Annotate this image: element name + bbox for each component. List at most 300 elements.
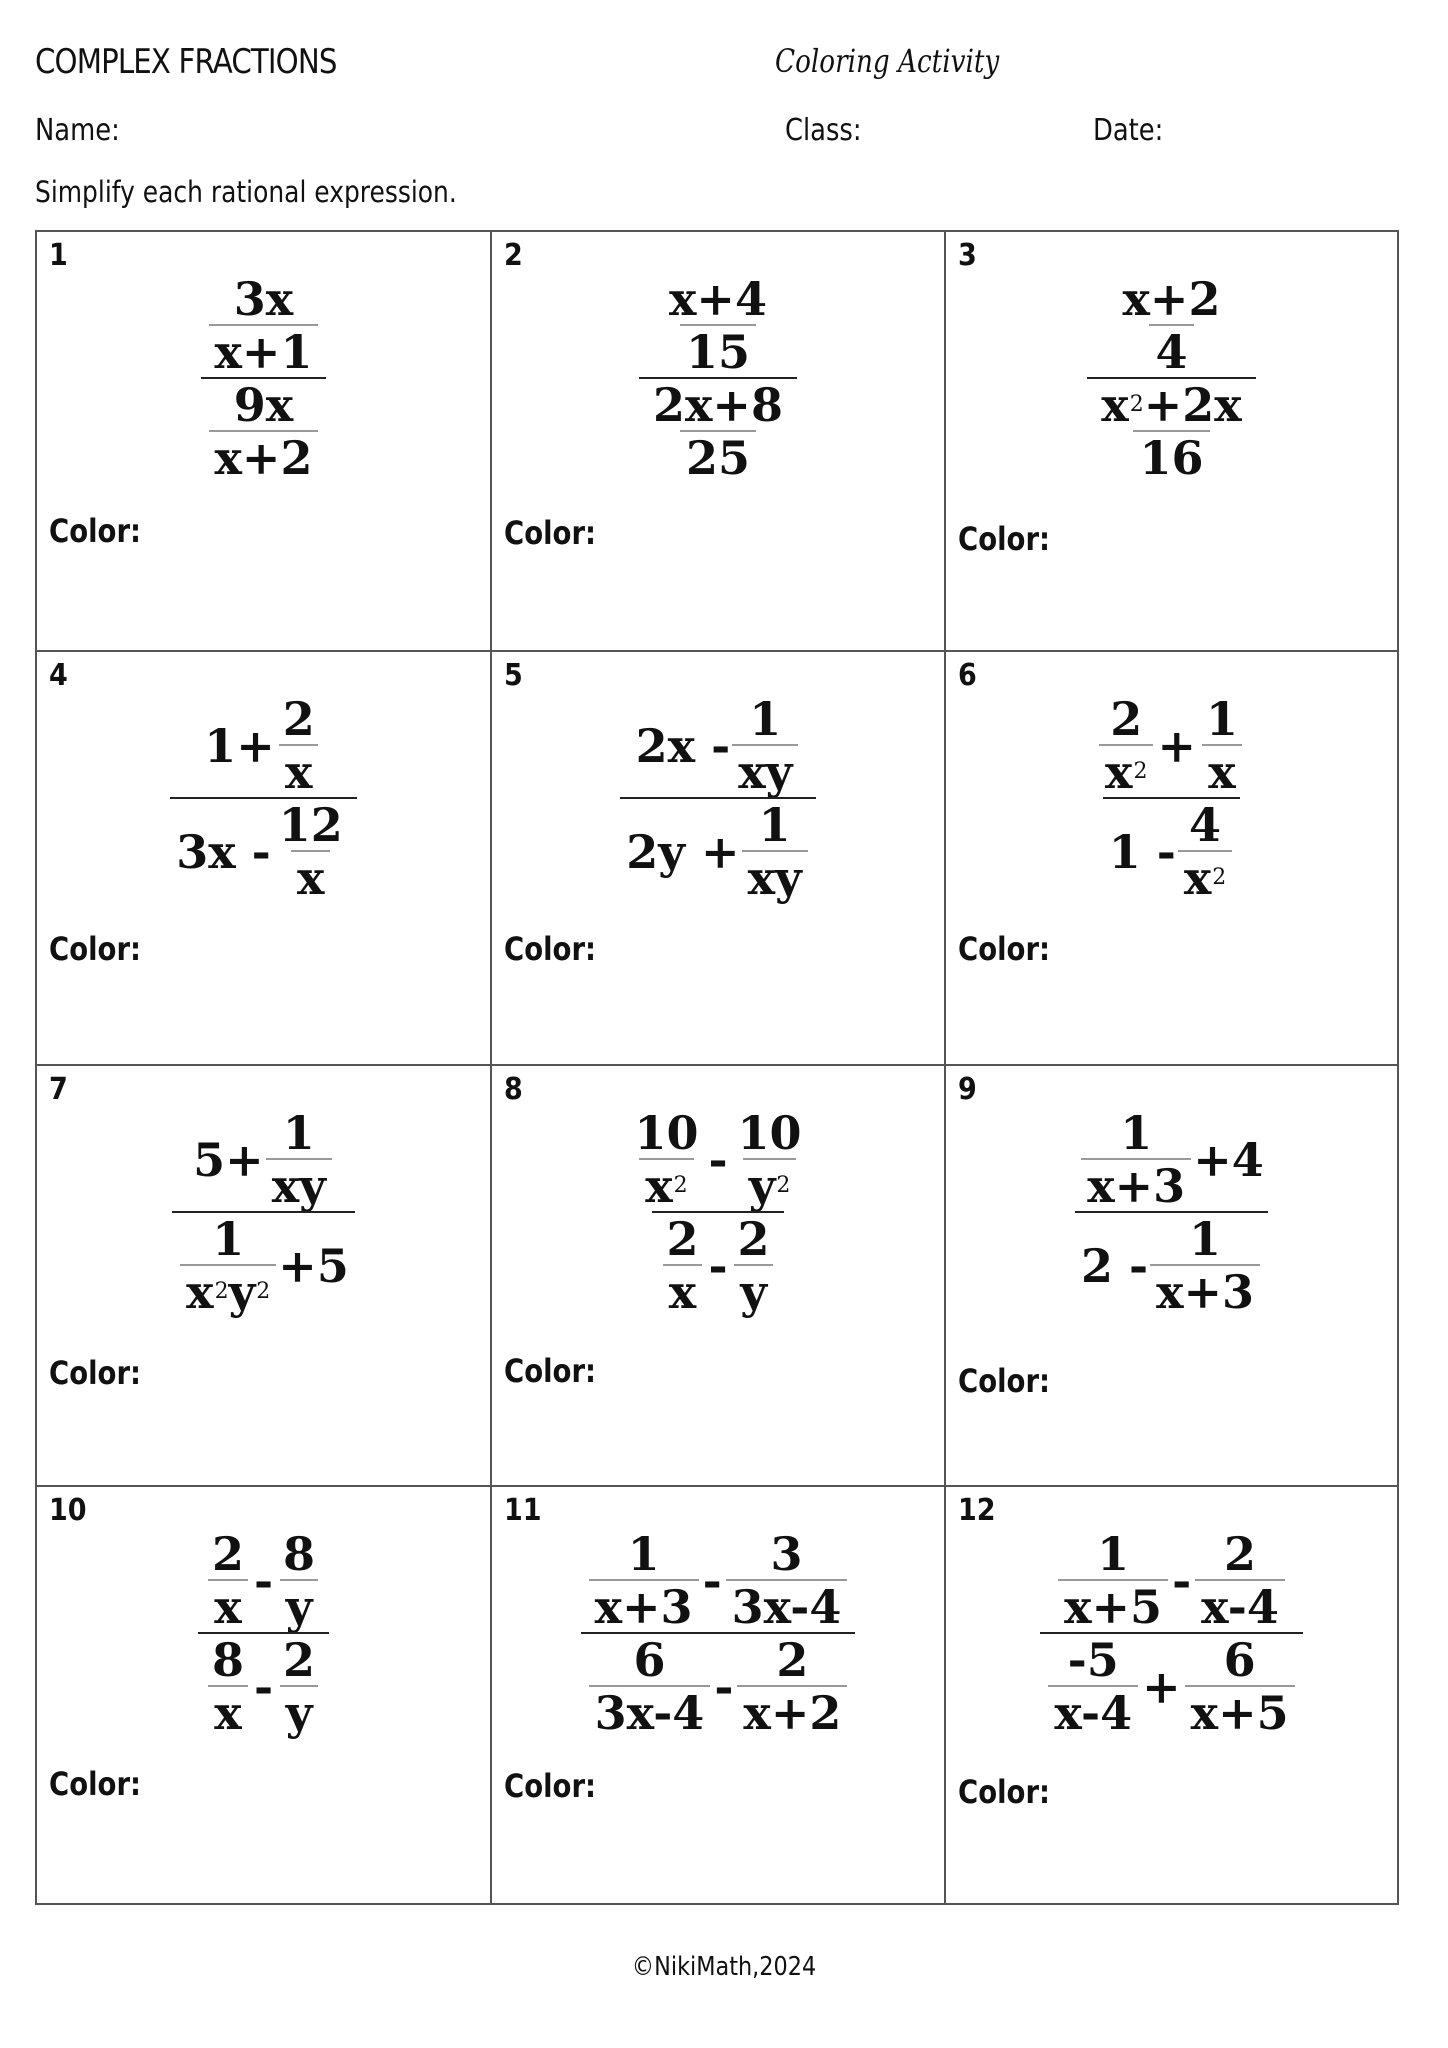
numerator bbox=[1062, 1633, 1125, 1687]
fraction bbox=[732, 692, 798, 799]
math-term: -5 bbox=[1067, 1633, 1119, 1687]
math-term: 1 bbox=[1120, 1106, 1153, 1160]
problem-number: 8 bbox=[504, 1072, 523, 1107]
complex-fraction-expression bbox=[946, 1527, 1397, 1740]
denominator bbox=[620, 797, 815, 905]
numerator bbox=[1050, 1527, 1293, 1634]
math-term: - bbox=[708, 1238, 728, 1293]
denominator bbox=[732, 744, 798, 799]
math-sequence bbox=[626, 798, 809, 905]
math-term: xy bbox=[271, 1159, 326, 1213]
numerator bbox=[765, 1527, 809, 1581]
math-term: x+3 bbox=[594, 1580, 693, 1634]
denominator bbox=[652, 1211, 783, 1319]
fraction bbox=[1048, 1633, 1138, 1740]
math-term: 2 bbox=[1224, 1527, 1257, 1581]
denominator bbox=[1040, 1632, 1302, 1740]
denominator bbox=[208, 1579, 247, 1634]
math-term: x bbox=[186, 1265, 214, 1319]
problem-cell-9 bbox=[946, 1066, 1397, 1487]
math-term: 1+ bbox=[204, 718, 275, 773]
fraction bbox=[273, 798, 349, 905]
math-term: 3 bbox=[770, 1527, 803, 1581]
math-term: 2 bbox=[776, 1633, 809, 1687]
math-term: x bbox=[297, 851, 325, 905]
math-term: 6 bbox=[1223, 1633, 1256, 1687]
main-fraction bbox=[170, 692, 357, 905]
math-sequence bbox=[587, 1633, 850, 1740]
fraction bbox=[660, 1212, 704, 1319]
math-term: 2 bbox=[283, 1633, 316, 1687]
complex-fraction-expression bbox=[946, 1106, 1397, 1319]
color-answer-label[interactable]: Color: bbox=[958, 1773, 1051, 1811]
complex-fraction-expression bbox=[37, 692, 490, 905]
math-term: 3x - bbox=[176, 824, 271, 879]
numerator bbox=[655, 272, 781, 379]
exponent: 2 bbox=[256, 1279, 271, 1304]
denominator bbox=[726, 1579, 848, 1634]
denominator bbox=[1195, 1579, 1285, 1634]
fraction bbox=[1200, 692, 1244, 799]
exponent: 2 bbox=[673, 1173, 688, 1198]
denominator bbox=[180, 1264, 276, 1319]
numerator bbox=[660, 1212, 704, 1266]
denominator bbox=[1058, 1579, 1168, 1634]
denominator bbox=[743, 1158, 797, 1213]
math-term: x bbox=[645, 1159, 673, 1213]
fraction bbox=[209, 272, 319, 379]
math-expression bbox=[637, 272, 799, 485]
math-term: x bbox=[214, 1686, 242, 1740]
numerator bbox=[206, 1527, 250, 1581]
math-term: + bbox=[1142, 1659, 1181, 1714]
denominator bbox=[266, 1158, 332, 1213]
problem-number: 7 bbox=[49, 1072, 68, 1107]
denominator bbox=[589, 1685, 711, 1740]
math-term: x+2 bbox=[1122, 272, 1221, 326]
numerator bbox=[630, 692, 807, 799]
numerator bbox=[1114, 1106, 1158, 1160]
fraction bbox=[206, 1527, 250, 1634]
main-fraction bbox=[1040, 1527, 1302, 1740]
exponent: 2 bbox=[214, 1279, 229, 1304]
math-sequence bbox=[748, 1159, 791, 1213]
exponent: 2 bbox=[776, 1173, 791, 1198]
denominator bbox=[737, 1685, 847, 1740]
math-term: 8 bbox=[211, 1633, 244, 1687]
denominator bbox=[1150, 1264, 1260, 1319]
math-term: - bbox=[708, 1132, 728, 1187]
math-sequence bbox=[645, 1159, 688, 1213]
numerator bbox=[663, 272, 773, 326]
denominator bbox=[1178, 850, 1232, 905]
numerator bbox=[1091, 692, 1252, 799]
math-term: x+4 bbox=[669, 272, 767, 326]
main-fraction bbox=[620, 1106, 815, 1319]
math-term: 1 bbox=[282, 1106, 315, 1160]
main-fraction bbox=[639, 272, 797, 485]
math-term: 25 bbox=[685, 431, 750, 485]
fraction bbox=[1095, 378, 1247, 485]
numerator bbox=[732, 1106, 808, 1160]
math-expression bbox=[1071, 1106, 1272, 1319]
math-term: x+5 bbox=[1064, 1580, 1163, 1634]
math-term: 3x bbox=[233, 272, 294, 326]
fraction bbox=[180, 1212, 276, 1319]
numerator bbox=[206, 1633, 250, 1687]
math-sequence bbox=[176, 798, 351, 905]
main-fraction bbox=[620, 692, 815, 905]
math-term: x-4 bbox=[1201, 1580, 1279, 1634]
math-expression bbox=[1089, 692, 1254, 905]
math-sequence bbox=[1046, 1633, 1296, 1740]
denominator bbox=[680, 324, 756, 379]
math-term: 4 bbox=[1189, 798, 1222, 852]
math-term: x bbox=[285, 745, 313, 799]
color-answer-label[interactable]: Color: bbox=[504, 1352, 597, 1390]
denominator bbox=[209, 324, 319, 379]
class-label: Class: bbox=[785, 113, 862, 148]
math-term: + bbox=[1157, 718, 1196, 773]
math-expression bbox=[196, 1527, 331, 1740]
math-term: x bbox=[668, 1265, 697, 1319]
problem-cell-11 bbox=[492, 1487, 946, 1903]
numerator bbox=[277, 1633, 321, 1687]
fraction bbox=[1081, 1106, 1191, 1213]
color-answer-label[interactable]: Color: bbox=[49, 1765, 142, 1803]
math-term: x+3 bbox=[1087, 1159, 1186, 1213]
problem-cell-12 bbox=[946, 1487, 1397, 1903]
math-term: 2 bbox=[1110, 692, 1143, 746]
fraction bbox=[1185, 1633, 1295, 1740]
math-term: x+5 bbox=[1190, 1686, 1289, 1740]
denominator bbox=[742, 850, 808, 905]
math-term: 2 bbox=[211, 1527, 244, 1581]
worksheet-title: COMPLEX FRACTIONS bbox=[35, 42, 337, 82]
fraction bbox=[1117, 272, 1227, 379]
numerator bbox=[1200, 692, 1244, 746]
denominator bbox=[1103, 797, 1241, 905]
math-expression bbox=[618, 1106, 817, 1319]
denominator bbox=[1185, 1685, 1295, 1740]
denominator bbox=[280, 1685, 319, 1740]
math-term: x bbox=[1208, 745, 1236, 799]
problem-number: 4 bbox=[49, 658, 68, 693]
fraction bbox=[266, 1106, 332, 1213]
math-term: xy bbox=[747, 851, 802, 905]
math-sequence bbox=[1079, 1106, 1264, 1213]
denominator bbox=[279, 744, 318, 799]
math-sequence bbox=[1056, 1527, 1287, 1634]
math-sequence bbox=[178, 1212, 349, 1319]
fraction bbox=[277, 1633, 321, 1740]
numerator bbox=[277, 692, 321, 746]
fraction bbox=[1058, 1527, 1168, 1634]
complex-fraction-expression bbox=[37, 272, 490, 485]
numerator bbox=[1183, 1212, 1227, 1266]
math-sequence bbox=[635, 692, 801, 799]
problem-cell-3 bbox=[946, 232, 1397, 652]
math-term: 2 - bbox=[1080, 1238, 1149, 1293]
math-term: - bbox=[702, 1553, 722, 1608]
complex-fraction-expression bbox=[946, 272, 1397, 485]
main-fraction bbox=[201, 272, 327, 485]
complex-fraction-expression bbox=[492, 1106, 944, 1319]
numerator bbox=[753, 798, 797, 852]
color-answer-label[interactable]: Color: bbox=[49, 512, 142, 550]
math-term: +5 bbox=[278, 1238, 349, 1293]
math-term: 1 bbox=[1205, 692, 1238, 746]
color-answer-label[interactable]: Color: bbox=[504, 514, 597, 552]
numerator bbox=[743, 692, 787, 746]
exponent: 2 bbox=[1212, 865, 1227, 890]
math-term: x bbox=[1101, 378, 1129, 432]
math-term: xy bbox=[738, 745, 793, 799]
denominator bbox=[734, 1264, 773, 1319]
math-term: x bbox=[214, 1580, 242, 1634]
numerator bbox=[206, 1212, 250, 1266]
numerator bbox=[273, 798, 349, 852]
math-term: 5+ bbox=[193, 1132, 264, 1187]
math-term: x-4 bbox=[1054, 1686, 1133, 1740]
numerator bbox=[1109, 272, 1235, 379]
problem-number: 5 bbox=[504, 658, 523, 693]
problem-cell-1 bbox=[37, 232, 492, 652]
main-fraction bbox=[198, 1527, 329, 1740]
math-term: 3x-4 bbox=[594, 1686, 705, 1740]
math-term: y bbox=[748, 1159, 776, 1213]
math-term: 9x bbox=[233, 378, 294, 432]
math-term: +4 bbox=[1193, 1132, 1264, 1187]
numerator bbox=[647, 378, 789, 432]
math-sequence bbox=[204, 1633, 323, 1740]
math-term: 1 bbox=[749, 692, 782, 746]
denominator bbox=[172, 1211, 355, 1319]
numerator bbox=[1218, 1633, 1262, 1687]
numerator bbox=[620, 1106, 815, 1213]
math-term: x+1 bbox=[214, 325, 313, 379]
math-term: 6 bbox=[633, 1633, 666, 1687]
math-term: 3x-4 bbox=[731, 1580, 842, 1634]
math-expression bbox=[168, 692, 359, 905]
math-term: 1 - bbox=[1108, 824, 1176, 879]
denominator bbox=[291, 850, 330, 905]
numerator bbox=[187, 1106, 340, 1213]
math-sequence bbox=[1105, 745, 1148, 799]
denominator bbox=[589, 1579, 699, 1634]
fraction bbox=[589, 1527, 699, 1634]
math-sequence bbox=[186, 1265, 271, 1319]
numerator bbox=[201, 272, 327, 379]
denominator bbox=[639, 377, 797, 485]
math-term: 1 bbox=[1097, 1527, 1130, 1581]
name-label: Name: bbox=[35, 113, 120, 148]
numerator bbox=[770, 1633, 814, 1687]
problem-cell-6 bbox=[946, 652, 1397, 1066]
fraction bbox=[206, 1633, 250, 1740]
problem-number: 3 bbox=[958, 238, 977, 273]
fraction bbox=[663, 272, 773, 379]
math-term: 8 bbox=[283, 1527, 316, 1581]
fraction bbox=[589, 1633, 711, 1740]
numerator bbox=[581, 1527, 856, 1634]
fraction bbox=[647, 378, 789, 485]
math-expression bbox=[1038, 1527, 1304, 1740]
problem-number: 6 bbox=[958, 658, 977, 693]
exponent: 2 bbox=[1133, 759, 1148, 784]
math-sequence bbox=[1183, 851, 1227, 905]
math-term: 2 bbox=[737, 1212, 770, 1266]
math-term: 10 bbox=[737, 1106, 802, 1160]
math-term: 16 bbox=[1139, 431, 1204, 485]
denominator bbox=[209, 430, 319, 485]
numerator bbox=[627, 1633, 671, 1687]
numerator bbox=[1218, 1527, 1262, 1581]
problem-number: 12 bbox=[958, 1493, 996, 1528]
complex-fraction-expression bbox=[946, 692, 1397, 905]
main-fraction bbox=[1091, 692, 1252, 905]
math-term: 2x+8 bbox=[653, 378, 783, 432]
numerator bbox=[228, 378, 299, 432]
denominator bbox=[1048, 1685, 1138, 1740]
denominator bbox=[639, 1158, 693, 1213]
math-term: 2x - bbox=[635, 718, 731, 773]
denominator bbox=[1133, 430, 1209, 485]
math-expression bbox=[1085, 272, 1257, 485]
math-term: 15 bbox=[685, 325, 750, 379]
math-term: x+3 bbox=[1156, 1265, 1255, 1319]
denominator bbox=[1099, 744, 1153, 799]
math-term: x bbox=[1183, 851, 1212, 905]
denominator bbox=[680, 430, 756, 485]
fraction bbox=[742, 798, 808, 905]
math-term: y bbox=[285, 1686, 313, 1740]
color-answer-label[interactable]: Color: bbox=[504, 930, 597, 968]
denominator bbox=[198, 1632, 329, 1740]
main-fraction bbox=[1073, 1106, 1270, 1319]
problem-number: 9 bbox=[958, 1072, 977, 1107]
color-answer-label[interactable]: Color: bbox=[504, 1767, 597, 1805]
math-expression bbox=[579, 1527, 858, 1740]
numerator bbox=[732, 1212, 776, 1266]
numerator bbox=[1104, 692, 1148, 746]
denominator bbox=[1081, 1158, 1191, 1213]
denominator bbox=[1087, 377, 1255, 485]
numerator bbox=[1095, 378, 1247, 432]
math-term: 12 bbox=[278, 798, 343, 852]
math-term: x+2 bbox=[214, 431, 313, 485]
numerator bbox=[1183, 798, 1227, 852]
math-expression bbox=[199, 272, 329, 485]
problem-cell-8 bbox=[492, 1066, 946, 1487]
numerator bbox=[1073, 1106, 1270, 1213]
math-expression bbox=[170, 1106, 357, 1319]
complex-fraction-expression bbox=[492, 692, 944, 905]
problem-number: 1 bbox=[49, 238, 68, 273]
numerator bbox=[277, 1106, 321, 1160]
numerator bbox=[228, 272, 299, 326]
denominator bbox=[280, 1579, 319, 1634]
math-sequence bbox=[626, 1106, 809, 1213]
numerator bbox=[1117, 272, 1227, 326]
fraction bbox=[1195, 1527, 1285, 1634]
problem-number: 2 bbox=[504, 238, 523, 273]
math-term: - bbox=[253, 1659, 274, 1714]
math-term: y bbox=[285, 1580, 313, 1634]
fraction bbox=[726, 1527, 848, 1634]
color-answer-label[interactable]: Color: bbox=[49, 930, 142, 968]
math-term: 2 bbox=[282, 692, 315, 746]
problem-cell-10 bbox=[37, 1487, 492, 1903]
denominator bbox=[1202, 744, 1241, 799]
math-term: 1 bbox=[758, 798, 791, 852]
math-sequence bbox=[204, 692, 323, 799]
math-term: 2 bbox=[666, 1212, 699, 1266]
math-term: x+2 bbox=[743, 1686, 842, 1740]
complex-fraction-expression bbox=[37, 1527, 490, 1740]
fraction bbox=[737, 1633, 847, 1740]
math-term: - bbox=[1172, 1553, 1192, 1608]
main-fraction bbox=[1087, 272, 1255, 485]
math-term: 1 bbox=[627, 1527, 660, 1581]
math-term: - bbox=[714, 1659, 734, 1714]
math-sequence bbox=[1108, 798, 1235, 905]
math-term: - bbox=[253, 1553, 274, 1608]
color-answer-label[interactable]: Color: bbox=[958, 520, 1051, 558]
numerator bbox=[628, 1106, 704, 1160]
main-fraction bbox=[581, 1527, 856, 1740]
fraction bbox=[628, 1106, 704, 1213]
math-term: 10 bbox=[634, 1106, 699, 1160]
problem-cell-5 bbox=[492, 652, 946, 1066]
color-answer-label[interactable]: Color: bbox=[958, 930, 1051, 968]
fraction bbox=[1150, 1212, 1260, 1319]
color-answer-label[interactable]: Color: bbox=[958, 1362, 1051, 1400]
math-sequence bbox=[658, 1212, 777, 1319]
color-answer-label[interactable]: Color: bbox=[49, 1354, 142, 1392]
math-sequence bbox=[587, 1527, 850, 1634]
fraction bbox=[209, 378, 319, 485]
math-sequence bbox=[193, 1106, 334, 1213]
math-term: 1 bbox=[1189, 1212, 1222, 1266]
problem-number: 10 bbox=[49, 1493, 87, 1528]
problem-grid bbox=[35, 230, 1399, 1905]
math-sequence bbox=[1097, 692, 1246, 799]
complex-fraction-expression bbox=[37, 1106, 490, 1319]
problem-number: 11 bbox=[504, 1493, 542, 1528]
denominator bbox=[663, 1264, 702, 1319]
math-term: y bbox=[228, 1265, 256, 1319]
numerator bbox=[622, 1527, 666, 1581]
math-term: 4 bbox=[1155, 325, 1188, 379]
copyright-footer: ©NikiMath,2024 bbox=[631, 1952, 817, 1982]
problem-cell-7 bbox=[37, 1066, 492, 1487]
problem-cell-4 bbox=[37, 652, 492, 1066]
problem-cell-2 bbox=[492, 232, 946, 652]
denominator bbox=[170, 797, 357, 905]
denominator bbox=[581, 1632, 856, 1740]
fraction bbox=[1099, 692, 1153, 799]
denominator bbox=[201, 377, 327, 485]
complex-fraction-expression bbox=[492, 1527, 944, 1740]
complex-fraction-expression bbox=[492, 272, 944, 485]
fraction bbox=[732, 1212, 776, 1319]
fraction bbox=[277, 692, 321, 799]
numerator bbox=[1091, 1527, 1135, 1581]
math-expression bbox=[618, 692, 817, 905]
denominator bbox=[1075, 1211, 1268, 1319]
numerator bbox=[277, 1527, 321, 1581]
